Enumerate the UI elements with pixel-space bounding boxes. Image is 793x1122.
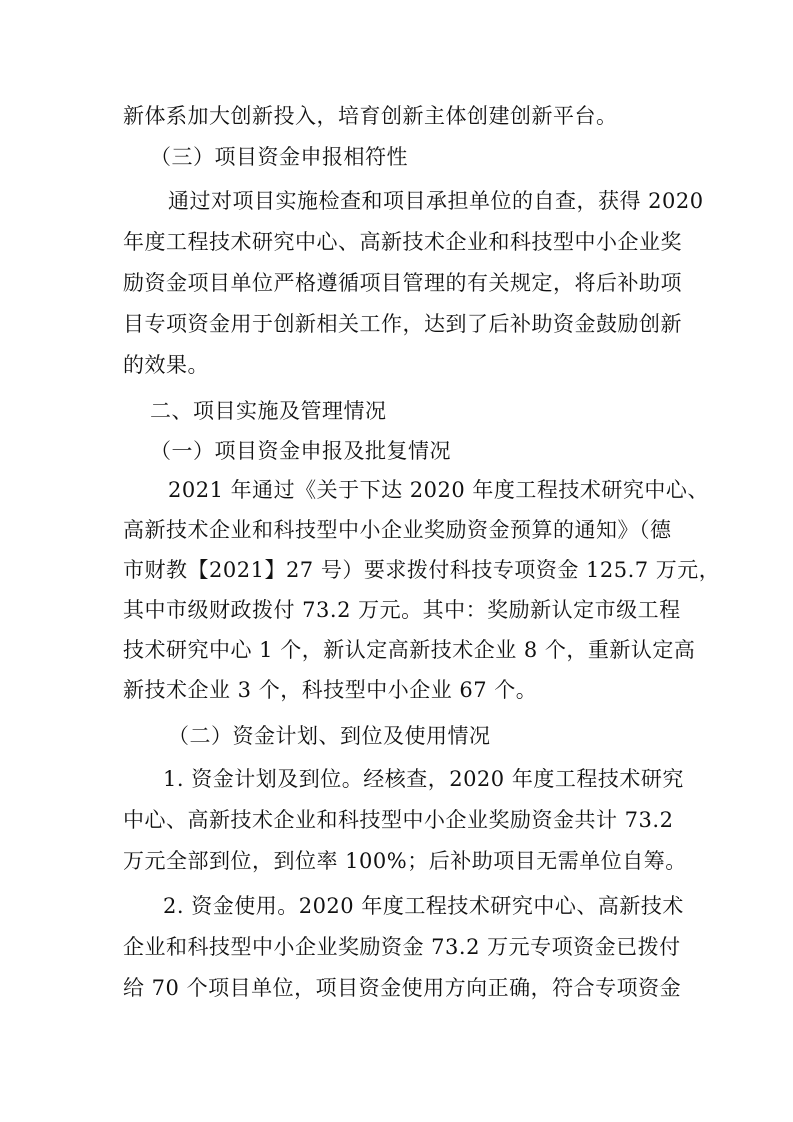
text-line: 给 70 个项目单位，项目资金使用方向正确，符合专项资金 bbox=[123, 976, 682, 1000]
text-line: 1. 资金计划及到位。经核查，2020 年度工程技术研究 bbox=[163, 767, 684, 791]
section-heading: （一）项目资金申报及批复情况 bbox=[150, 439, 451, 463]
text-line: 高新技术企业和科技型中小企业奖励资金预算的通知》（德 bbox=[123, 518, 672, 542]
text-line: 目专项资金用于创新相关工作，达到了后补助资金鼓励创新 bbox=[123, 312, 682, 336]
section-heading: （三）项目资金申报相符性 bbox=[150, 145, 408, 169]
text-line: 年度工程技术研究中心、高新技术企业和科技型中小企业奖 bbox=[123, 230, 682, 254]
text-line: 新技术企业 3 个，科技型中小企业 67 个。 bbox=[123, 678, 538, 702]
text-line: 中心、高新技术企业和科技型中小企业奖励资金共计 73.2 bbox=[123, 808, 674, 832]
text-line: 2021 年通过《关于下达 2020 年度工程技术研究中心、 bbox=[168, 478, 709, 502]
text-line: 万元全部到位，到位率 100%；后补助项目无需单位自筹。 bbox=[123, 849, 687, 873]
text-line: 市财教【2021】27 号）要求拨付科技专项资金 125.7 万元， bbox=[123, 558, 721, 582]
text-line: 通过对项目实施检查和项目承担单位的自查，获得 2020 bbox=[168, 189, 704, 213]
text-line: 其中市级财政拨付 73.2 万元。其中：奖励新认定市级工程 bbox=[123, 598, 681, 622]
text-line: 企业和科技型中小企业奖励资金 73.2 万元专项资金已拨付 bbox=[123, 935, 681, 959]
text-line: 新体系加大创新投入，培育创新主体创建创新平台。 bbox=[123, 104, 618, 128]
chapter-heading: 二、项目实施及管理情况 bbox=[150, 399, 387, 423]
section-heading: （二）资金计划、到位及使用情况 bbox=[168, 724, 491, 748]
text-line: 2. 资金使用。2020 年度工程技术研究中心、高新技术 bbox=[163, 894, 684, 918]
text-line: 的效果。 bbox=[123, 353, 209, 377]
text-line: 技术研究中心 1 个，新认定高新技术企业 8 个，重新认定高 bbox=[123, 638, 696, 662]
text-line: 励资金项目单位严格遵循项目管理的有关规定，将后补助项 bbox=[123, 271, 682, 295]
